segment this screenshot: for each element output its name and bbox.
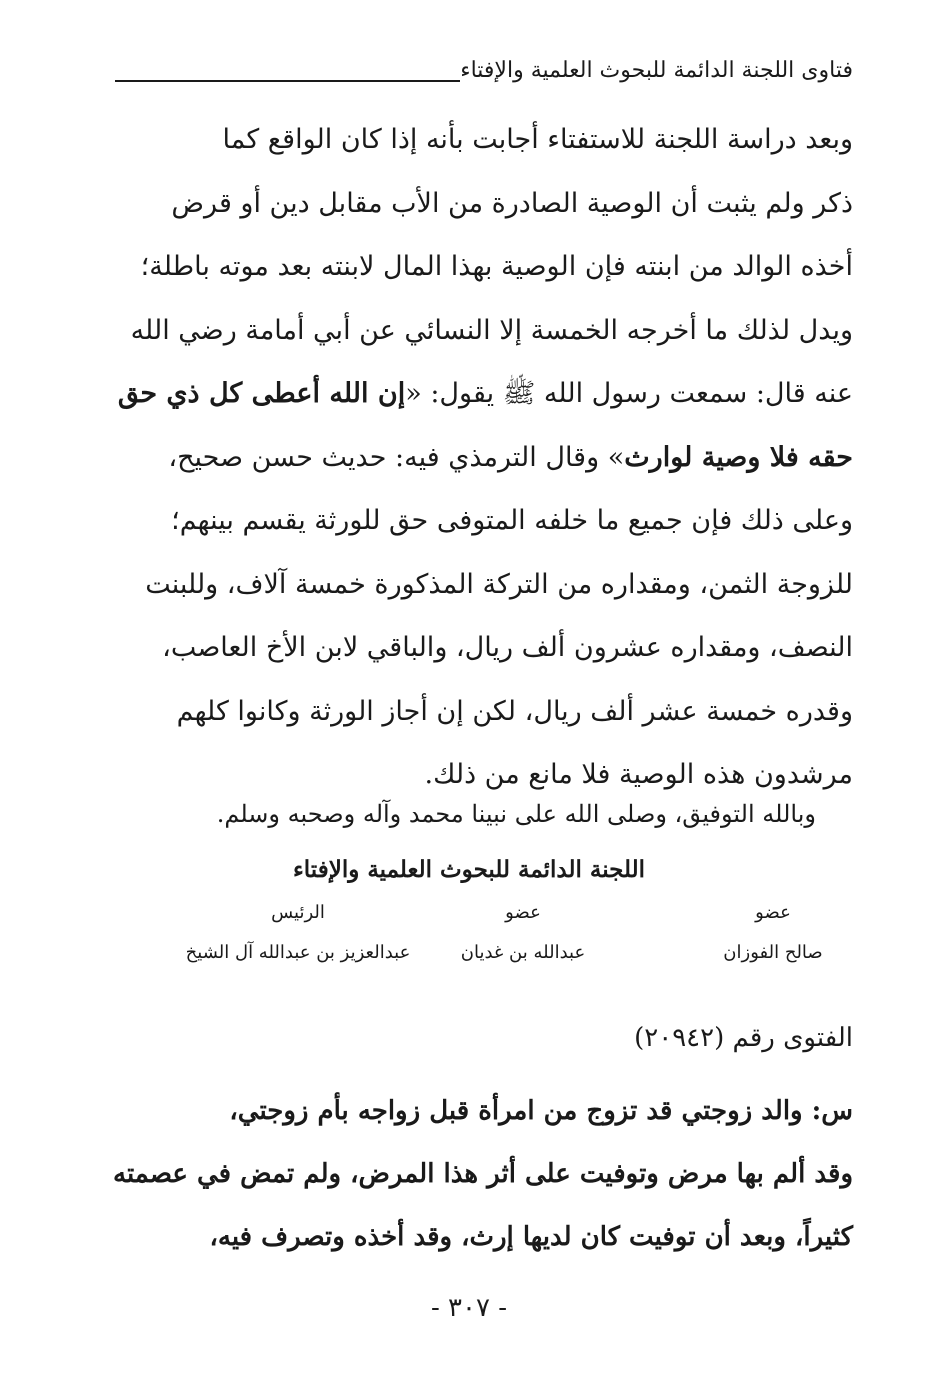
question-line: كثيراً، وبعد أن توفيت كان لديها إرث، وقد أخذه وتصرف فيه، [209,1222,853,1252]
signer-name: صالح الفوزان [723,942,823,963]
committee-name: اللجنة الدائمة للبحوث العلمية والإفتاء [292,856,646,883]
signer-role: الرئيس [271,902,325,923]
body-line-hadith-start [113,362,853,426]
header-rule [115,80,460,82]
signer [693,902,853,963]
fatwa-answer-text [113,108,853,807]
body-line: النصف، ومقداره عشرون ألف ريال، والباقي لابن الأخ العاصب، [162,632,853,663]
body-line: وبعد دراسة اللجنة للاستفتاء أجابت بأنه إذا كان الواقع كما [222,124,853,155]
signer-name: عبدالله بن غديان [460,942,586,963]
signer [433,902,613,963]
body-line: للزوجة الثمن، ومقداره من التركة المذكورة خمسة آلاف، وللبنت [145,568,853,600]
hadith-quote-part2: حقه فلا وصية لوارث [624,441,853,473]
body-line: مرشدون هذه الوصية فلا مانع من ذلك. [424,759,853,790]
hadith-quote-part1: إن الله أعطى كل ذي حق [117,378,406,409]
body-line: وعلى ذلك فإن جميع ما خلفه المتوفى حق للورثة يقسم بينهم؛ [171,505,853,536]
signer-name: عبدالعزيز بن عبدالله آل الشيخ [185,942,411,963]
signer-role: عضو [505,902,541,923]
body-line: ويدل لذلك ما أخرجه الخمسة إلا النسائي عن أبي أمامة رضي الله [130,314,853,346]
signer [168,902,428,963]
closing-line: وبالله التوفيق، وصلى الله على نبينا محمد وآله وصحبه وسلم. [216,800,816,828]
fatwa-number: الفتوى رقم (٢٠٩٤٢) [634,1023,853,1053]
body-line-hadith-end [113,426,853,490]
body-line-text: عنه قال: سمعت رسول الله ﷺ يقول: « [405,378,853,409]
body-line-text: » وقال الترمذي فيه: حديث حسن صحيح، [168,441,625,473]
body-line: أخذه الوالد من ابنته فإن الوصية بهذا المال لابنته بعد موته باطلة؛ [140,251,853,282]
body-line: ذكر ولم يثبت أن الوصية الصادرة من الأب مقابل دين أو قرض [171,187,853,219]
question-line: س: والد زوجتي قد تزوج من امرأة قبل زواجه بأم زوجتي، [229,1096,853,1126]
question-text [113,1080,853,1269]
question-line: وقد ألم بها مرض وتوفيت على أثر هذا المرض، ولم تمض في عصمته [113,1159,853,1189]
body-line: وقدره خمسة عشر ألف ريال، لكن إن أجاز الورثة وكانوا كلهم [176,695,853,727]
page-number: - ٣٠٧ - [430,1293,508,1323]
running-header: فتاوى اللجنة الدائمة للبحوث العلمية والإفتاء [460,58,853,83]
signer-role: عضو [755,902,791,923]
